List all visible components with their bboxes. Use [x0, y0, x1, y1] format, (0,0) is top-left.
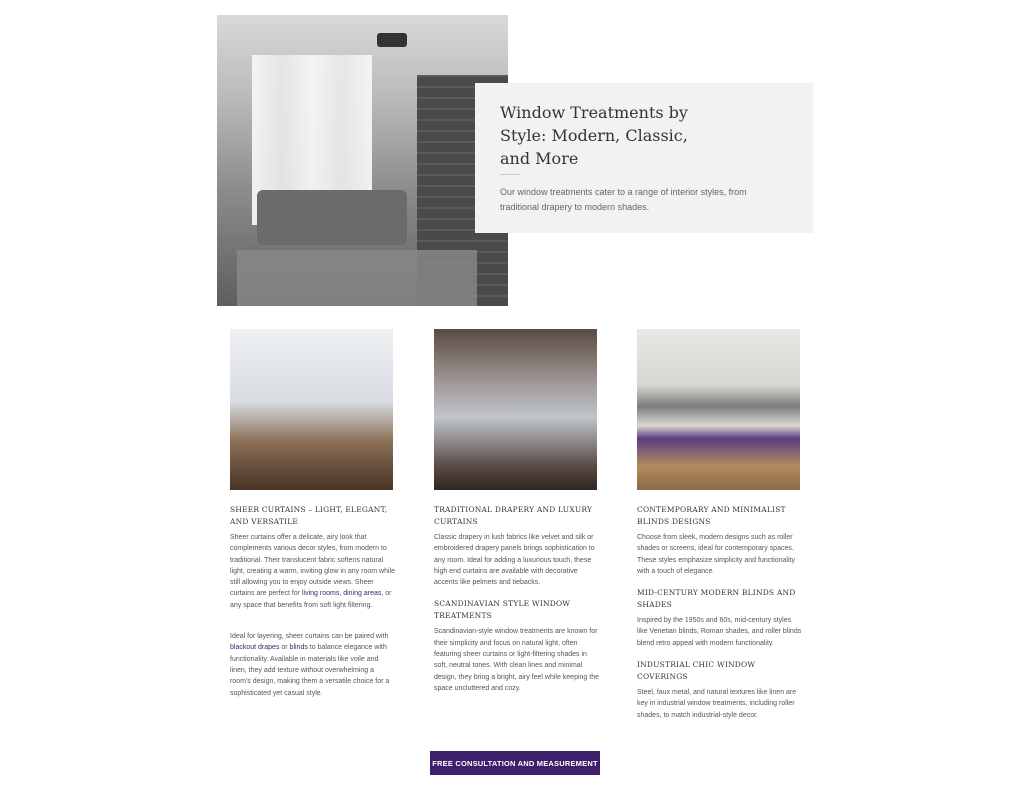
section-text: Classic drapery in lush fabrics like velvet and silk or embroidered drapery panels brings sophistication to any room. Ideal for adding a luxurious touch, these high end curtains are available with decorative accents like pelmets and tiebacks. [434, 534, 595, 587]
text-span: to balance elegance with functionality. Available in materials like voile and linen, they add texture without overwhelming a room's design, making them a versatile choice for a sophisticated yet casual style. [230, 644, 390, 697]
text-span: Sheer curtains offer a delicate, airy look that complements various decor styles, from modern to traditional. Their translucent fabric softens natural light, creating a warm, inviting glow in any room while still allowing you to enjoy outside views. Sheer curtains are perfect for [230, 534, 395, 598]
section-text [230, 631, 395, 699]
section-text [230, 532, 395, 611]
free-consultation-button[interactable]: FREE CONSULTATION AND MEASUREMENT [430, 751, 600, 775]
section-heading: CONTEMPORARY AND MINIMALIST BLINDS DESIGNS [637, 505, 786, 526]
traditional-drapery-image [434, 329, 597, 490]
hero-description: Our window treatments cater to a range of interior styles, from traditional drapery to modern shades. [500, 187, 747, 212]
section-text: Choose from sleek, modern designs such as roller shades or screens, ideal for contemporary spaces. These styles emphasize simplicity and functionality with a touch of elegance. [637, 534, 795, 575]
section-heading: SHEER CURTAINS – LIGHT, ELEGANT, AND VERSATILE [230, 505, 388, 526]
blackout-drapes-link[interactable]: blackout drapes [230, 644, 280, 652]
hero-living-room-image [217, 15, 508, 306]
text-span: , or any space that benefits from soft light filtering. [230, 590, 392, 609]
hero-divider [500, 174, 520, 175]
sheer-curtains-image [230, 329, 393, 490]
section-text: Scandinavian-style window treatments are known for their simplicity and focus on natural light, often featuring sheer curtains or light-filtering shades in soft, neutral tones. With clean lines and minimal design, they bring a bright, airy feel while keeping the space uncluttered and cozy. [434, 628, 599, 692]
area-rug [237, 250, 477, 306]
section-heading: SCANDINAVIAN STYLE WINDOW TREATMENTS [434, 599, 571, 621]
column-traditional-drapery [434, 329, 599, 694]
blinds-link[interactable]: blinds [289, 644, 308, 652]
section-heading: TRADITIONAL DRAPERY AND LUXURY CURTAINS [434, 505, 593, 526]
text-span: Ideal for layering, sheer curtains can be paired with [230, 633, 389, 641]
section-heading: MID-CENTURY MODERN BLINDS AND SHADES [637, 588, 796, 610]
text-span: , [339, 590, 344, 598]
contemporary-blinds-image [637, 329, 800, 490]
hero-card [475, 83, 813, 233]
dining-areas-link[interactable]: dining areas [343, 590, 382, 598]
section-heading: INDUSTRIAL CHIC WINDOW COVERINGS [637, 660, 756, 682]
hero-title: Window Treatments by Style: Modern, Classic, and More [500, 103, 688, 168]
text-span: or [279, 644, 290, 652]
sectional-sofa [257, 190, 407, 245]
column-sheer-curtains [230, 329, 395, 699]
column-contemporary-blinds [637, 329, 802, 721]
chandelier [377, 33, 407, 47]
section-text: Inspired by the 1950s and 60s, mid-century styles like Venetian blinds, Roman shades, and roller blinds blend retro appeal with modern functionality. [637, 617, 802, 647]
section-text: Steel, faux metal, and natural textures like linen are key in industrial window treatments, including roller shades, to match industrial-style decor. [637, 689, 797, 719]
living-rooms-link[interactable]: living rooms [301, 590, 340, 598]
